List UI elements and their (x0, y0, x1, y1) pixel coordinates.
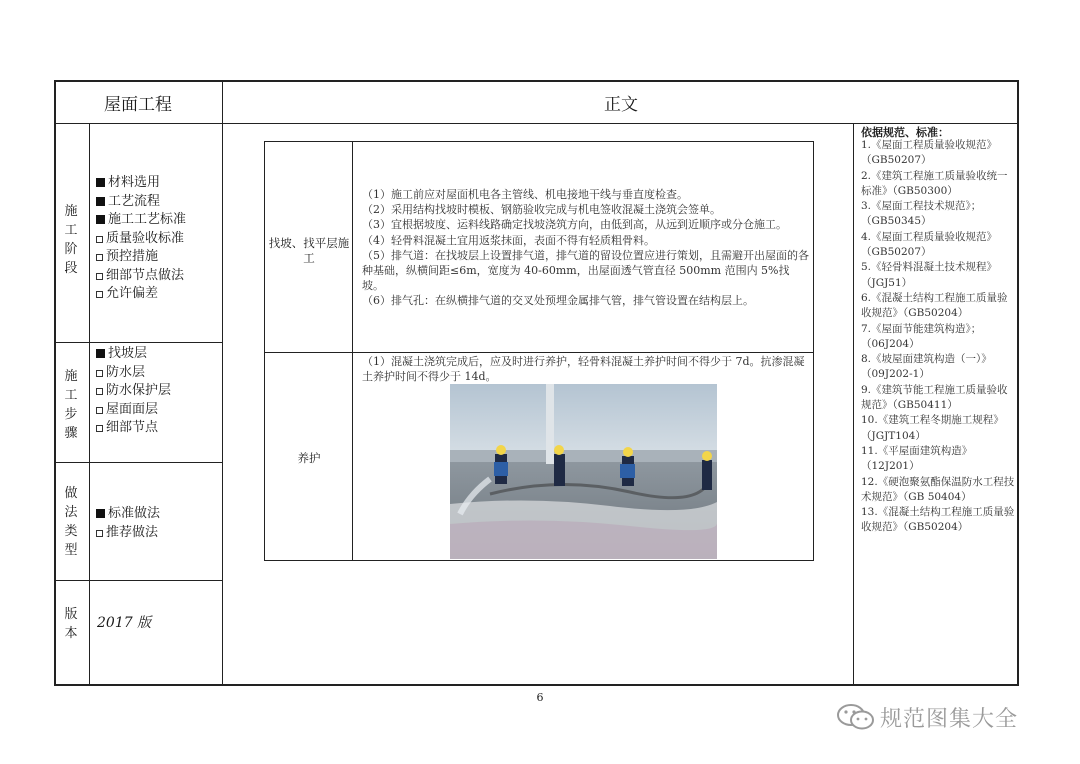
left-header-title: 屋面工程 (104, 95, 172, 115)
reference-item: 8.《坡屋面建筑构造（一）》（09J202-1） (861, 353, 992, 381)
method-divider (54, 580, 222, 581)
text-line: （2）采用结构找坡时模板、钢筋验收完成与机电签收混凝土浇筑会签单。 (362, 203, 721, 217)
steps-divider (54, 462, 222, 463)
reference-item: 10.《建筑工程冬期施工规程》（JGJT104） (861, 414, 1004, 442)
reference-item: 13.《混凝土结构工程施工质量验收规范》（GB50204） (861, 506, 1015, 534)
stage-label: 施工阶段 (64, 204, 78, 276)
checkbox-unchecked (96, 425, 103, 432)
reference-item: 3.《屋面工程技术规范》；（GB50345） (861, 200, 982, 228)
wechat-icon (836, 702, 876, 736)
reference-item: 9.《建筑节能工程施工质量验收规范》（GB50411） (861, 383, 1008, 412)
main-header-title: 正文 (604, 95, 638, 115)
text-line: （3）宜根据坡度、运料线路确定找坡浇筑方向，由低到高，从远到近顺序或分仓施工。 (362, 218, 787, 232)
row-label-slope: 找坡、找平层施工 (268, 236, 350, 265)
left-column-divider (222, 80, 223, 686)
checkbox-checked (96, 215, 105, 224)
option-quality-acceptance[interactable]: 质量验收标准 (96, 230, 186, 249)
checkbox-unchecked (96, 236, 103, 243)
checkbox-checked (96, 349, 105, 358)
option-craft-standard[interactable]: 施工工艺标准 (96, 211, 186, 230)
row-label-curing: 养护 (297, 451, 321, 465)
reference-item: 12.《硬泡聚氨酯保温防水工程技术规范》（GB 50404） (861, 475, 1015, 503)
option-slope-layer[interactable]: 找坡层 (96, 345, 171, 364)
option-detail-node[interactable]: 细部节点 (96, 419, 171, 438)
checkbox-unchecked (96, 273, 103, 280)
option-precontrol[interactable]: 预控措施 (96, 248, 186, 267)
option-tolerance[interactable]: 允许偏差 (96, 285, 186, 304)
checkbox-unchecked (96, 370, 103, 377)
checkbox-unchecked (96, 291, 103, 298)
checkbox-checked (96, 197, 105, 206)
label-column-divider (89, 123, 90, 686)
references-title: 依据规范、标准： (861, 126, 949, 139)
text-line: （6）排气孔：在纵横排气道的交叉处预埋金属排气管，排气管设置在结构层上。 (362, 294, 754, 308)
steps-label: 施工步骤 (64, 369, 78, 441)
option-protection-layer[interactable]: 防水保护层 (96, 382, 171, 401)
option-recommended-method[interactable]: 推荐做法 (96, 524, 160, 543)
option-standard-method[interactable]: 标准做法 (96, 505, 160, 524)
reference-item: 2.《建筑工程施工质量验收统一标准》（GB50300） (861, 169, 1008, 197)
option-waterproof-layer[interactable]: 防水层 (96, 364, 171, 383)
curing-photo-image (450, 384, 717, 559)
reference-item: 4.《屋面工程质量验收规范》（GB50207） (861, 230, 998, 259)
reference-item: 7.《屋面节能建筑构造》；（06J204） (861, 322, 982, 350)
reference-column-divider (853, 123, 854, 686)
option-process[interactable]: 工艺流程 (96, 193, 186, 212)
steps-options (96, 345, 171, 438)
curing-photo (450, 384, 717, 559)
text-line: （1）施工前应对屋面机电各主管线、机电接地干线与垂直度检查。 (362, 188, 688, 201)
checkbox-unchecked (96, 388, 103, 395)
text-line: （1）混凝土浇筑完成后，应及时进行养护，轻骨料混凝土养护时间不得少于 7d。抗渗混凝土养护时间不得少于 14d。 (362, 355, 805, 384)
reference-item: 11.《平屋面建筑构造》（12J201） (861, 444, 973, 473)
checkbox-unchecked (96, 254, 103, 261)
version-label: 版本 (64, 607, 78, 641)
table-column-divider (352, 141, 353, 561)
stage-divider (54, 342, 222, 343)
option-detail-nodes[interactable]: 细部节点做法 (96, 267, 186, 286)
checkbox-unchecked (96, 530, 103, 537)
watermark-text: 规范图集大全 (880, 707, 1019, 732)
checkbox-unchecked (96, 407, 103, 414)
row-text-slope (362, 187, 809, 309)
option-surface-layer[interactable]: 屋面面层 (96, 401, 171, 420)
table-row-divider (264, 352, 814, 353)
stage-options (96, 174, 186, 304)
row-text-curing (362, 354, 809, 384)
page-number: 6 (536, 691, 544, 704)
checkbox-checked (96, 509, 105, 518)
text-line: （5）排气道：在找坡层上设置排气道，排气道的留设位置应进行策划，且需避开出屋面的各种基础，纵横间距≤6m，宽度为 40-60mm，出屋面透气管直径 500mm 范围内 5%找坡。 (362, 248, 809, 293)
reference-item: 1.《屋面工程质量验收规范》（GB50207） (861, 139, 998, 167)
reference-item: 5.《轻骨料混凝土技术规程》（JGJ51） (861, 261, 998, 289)
reference-item: 6.《混凝土结构工程施工质量验收规范》（GB50204） (861, 291, 1008, 320)
references-list (861, 138, 1015, 536)
checkbox-checked (96, 178, 105, 187)
text-line: （4）轻骨料混凝土宜用返浆抹面，表面不得有轻质粗骨料。 (362, 233, 655, 247)
option-material[interactable]: 材料选用 (96, 174, 186, 193)
version-value: 2017 版 (97, 615, 152, 631)
method-label: 做法类型 (64, 486, 78, 558)
method-options (96, 505, 160, 542)
